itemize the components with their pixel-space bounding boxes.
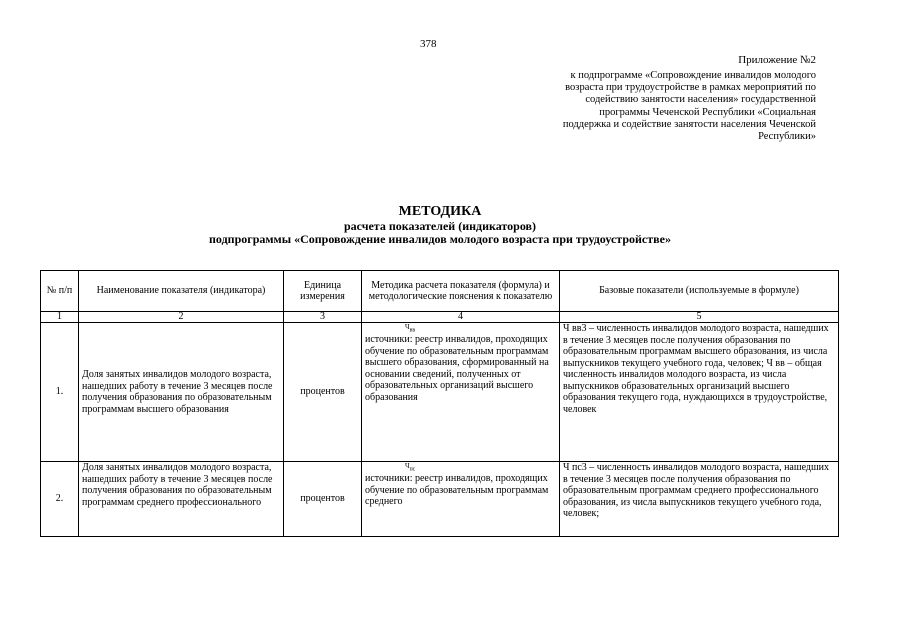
- column-number: 1: [41, 312, 79, 323]
- title-line-2: расчета показателей (индикаторов): [343, 219, 537, 233]
- table-header-row: [41, 271, 839, 312]
- column-number: 2: [79, 312, 284, 323]
- row-method-cell: [362, 323, 560, 462]
- header-method: Методика расчета показателя (формула) и методологические пояснения к показателю: [362, 271, 560, 312]
- column-number-row: [41, 312, 839, 323]
- table-row: [41, 323, 839, 462]
- formula-symbol: Ч: [405, 462, 410, 470]
- formula-subscript: вв: [409, 327, 416, 334]
- document-title: [40, 204, 840, 246]
- row-name: Доля занятых инвалидов молодого возраста, нашедших работу в течение 3 месяцев после получения образования по образовательным программам высшего образования: [79, 323, 284, 462]
- header-index: № п/п: [41, 271, 79, 312]
- row-base: Ч вв3 – численность инвалидов молодого возраста, нашедших в течение 3 месяцев после получения образования по образовательным программам высшего образования, из числа выпускников текущего учебного года, человек; Ч вв – общая численность инвалидов молодого возраста, из числа выпускников образовательных организаций высшего образования текущего года, нуждающихся в трудоустройстве, человек: [560, 323, 839, 462]
- row-unit: процентов: [284, 323, 362, 462]
- row-unit: процентов: [284, 462, 362, 537]
- title-main: МЕТОДИКА: [398, 204, 482, 219]
- formula-subscript: пс: [409, 466, 416, 473]
- row-formula: [365, 462, 556, 473]
- column-number: 3: [284, 312, 362, 323]
- appendix-text: к подпрограмме «Сопровождение инвалидов молодого возраста при трудоустройстве в рамках мероприятий по содействию занятости населения» государственной программы Чеченской Республики «Социальная поддержка и содействие занятости населения Чеченской Республики»: [562, 70, 816, 143]
- column-number: 4: [362, 312, 560, 323]
- appendix-title: Приложение №2: [738, 54, 816, 66]
- header-base: Базовые показатели (используемые в формуле): [560, 271, 839, 312]
- header-unit: Единица измерения: [284, 271, 362, 312]
- row-name: Доля занятых инвалидов молодого возраста, нашедших работу в течение 3 месяцев после получения образования по образовательным программам среднего профессионального: [79, 462, 284, 537]
- methodology-table: [40, 270, 839, 537]
- row-base: Ч пс3 – численность инвалидов молодого возраста, нашедших в течение 3 месяцев после получения образования по образовательным программам среднего профессионального образования, из числа выпускников текущего учебного года, человек;: [560, 462, 839, 537]
- row-method: источники: реестр инвалидов, проходящих обучение по образовательным программам среднего: [365, 473, 549, 508]
- header-name: Наименование показателя (индикатора): [79, 271, 284, 312]
- page-number: 378: [420, 38, 437, 50]
- column-number: 5: [560, 312, 839, 323]
- row-index: 1.: [41, 323, 79, 462]
- formula-symbol: Ч: [405, 323, 410, 331]
- row-index: 2.: [41, 462, 79, 537]
- row-method: источники: реестр инвалидов, проходящих обучение по образовательным программам высшего образования, сформированный на основании сведений, полученных от образовательных организаций высшего образования: [365, 334, 549, 403]
- title-line-3: подпрограммы «Сопровождение инвалидов молодого возраста при трудоустройстве»: [209, 232, 671, 246]
- row-method-cell: [362, 462, 560, 537]
- table-row: [41, 462, 839, 537]
- row-formula: [365, 323, 556, 334]
